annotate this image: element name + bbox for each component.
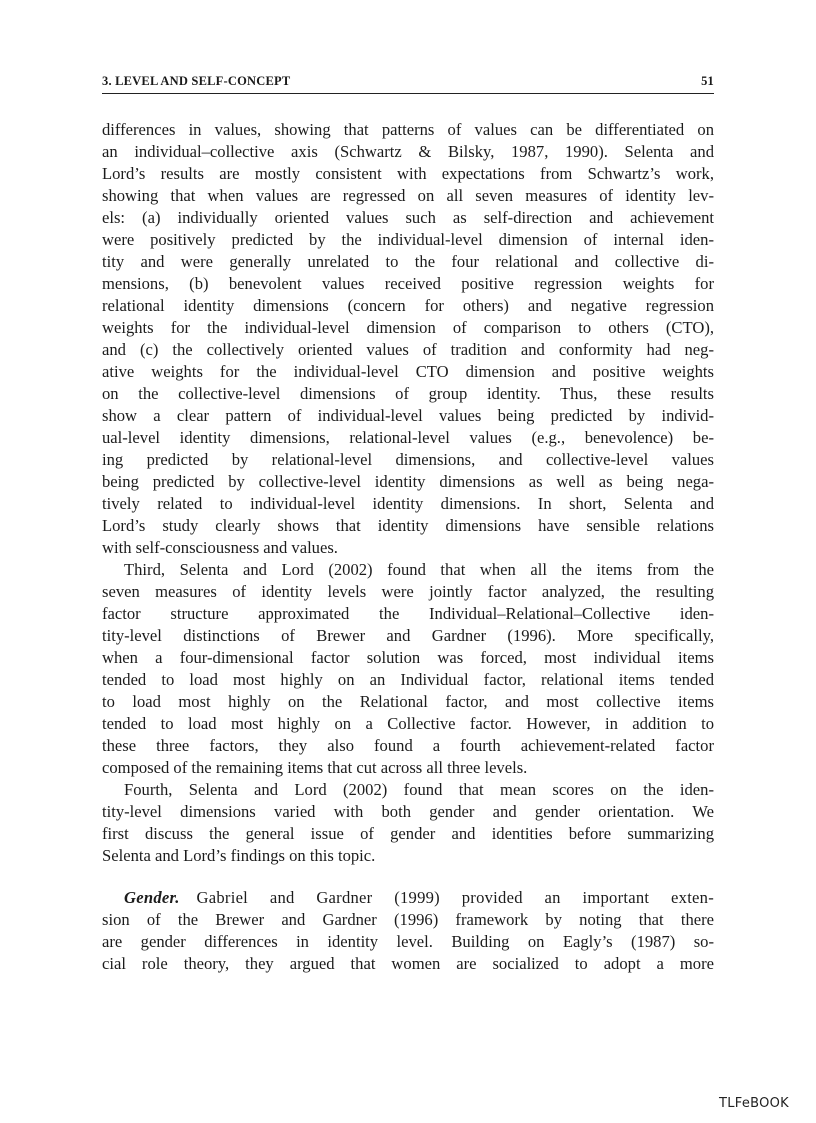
text-line: mensions, (b) benevolent values received positive regression weights for [102,274,714,293]
text-line: and (c) the collectively oriented values of tradition and conformity had neg- [102,340,714,359]
text-line: Lord’s results are mostly consistent with expectations from Schwartz’s work, [102,164,714,183]
text-line: factor structure approximated the Individual–Relational–Collective iden- [102,604,714,623]
text-line: first discuss the general issue of gender and identities before summarizing [102,824,714,843]
text-line: these three factors, they also found a fourth achievement-related factor [102,736,714,755]
paragraph [102,559,714,779]
text-line: ing predicted by relational-level dimensions, and collective-level values [102,450,714,469]
text-line: ual-level identity dimensions, relational-level values (e.g., benevolence) be- [102,428,714,447]
text-line: Fourth, Selenta and Lord (2002) found that mean scores on the iden- [124,780,714,799]
text-line [102,887,714,909]
text-line: Selenta and Lord’s findings on this topic. [102,846,376,865]
text-line: are gender differences in identity level. Building on Eagly’s (1987) so- [102,932,714,951]
text-line: relational identity dimensions (concern for others) and negative regression [102,296,714,315]
text-line: were positively predicted by the individual-level dimension of internal iden- [102,230,714,249]
section-gap [102,867,714,887]
text-line: tity and were generally unrelated to the four relational and collective di- [102,252,714,271]
text-line: tity-level distinctions of Brewer and Gardner (1996). More specifically, [102,626,714,645]
text-line: Third, Selenta and Lord (2002) found that when all the items from the [124,560,714,579]
text-line: composed of the remaining items that cut across all three levels. [102,758,528,777]
section-run-in-heading: Gender. [124,888,180,907]
text-line: differences in values, showing that patterns of values can be differentiated on [102,120,714,139]
text-line: on the collective-level dimensions of group identity. Thus, these results [102,384,714,403]
text-line: to load most highly on the Relational factor, and most collective items [102,692,714,711]
paragraph [102,779,714,867]
text-line: an individual–collective axis (Schwartz & Bilsky, 1987, 1990). Selenta and [102,142,714,161]
page-number: 51 [701,74,714,88]
text-line: cial role theory, they argued that women are socialized to adopt a more [102,954,714,973]
text-line: tended to load most highly on an Individual factor, relational items tended [102,670,714,689]
text-line: tended to load most highly on a Collective factor. However, in addition to [102,714,714,733]
text-line: Lord’s study clearly shows that identity dimensions have sensible relations [102,516,714,535]
text-line: with self-consciousness and values. [102,538,338,557]
text-line: when a four-dimensional factor solution was forced, most individual items [102,648,714,667]
text-line: being predicted by collective-level identity dimensions as well as being nega- [102,472,714,491]
text-line: seven measures of identity levels were jointly factor analyzed, the resulting [102,582,714,601]
watermark: TLFeBOOK [718,1096,789,1111]
text-line: tively related to individual-level identity dimensions. In short, Selenta and [102,494,714,513]
header-rule [102,93,714,94]
paragraph [102,119,714,559]
text-line: tity-level dimensions varied with both gender and gender orientation. We [102,802,714,821]
text-line: weights for the individual-level dimension of comparison to others (CTO), [102,318,714,337]
text-line: showing that when values are regressed on all seven measures of identity lev- [102,186,714,205]
paragraph [102,887,714,975]
run-in-text: Gabriel and Gardner (1999) provided an important exten- [179,888,714,907]
text-line: ative weights for the individual-level CTO dimension and positive weights [102,362,714,381]
text-line: els: (a) individually oriented values such as self-direction and achievement [102,208,714,227]
chapter-title: 3. LEVEL AND SELF-CONCEPT [102,74,291,88]
body-text [102,119,714,975]
text-line: sion of the Brewer and Gardner (1996) framework by noting that there [102,910,714,929]
text-line: show a clear pattern of individual-level values being predicted by individ- [102,406,714,425]
